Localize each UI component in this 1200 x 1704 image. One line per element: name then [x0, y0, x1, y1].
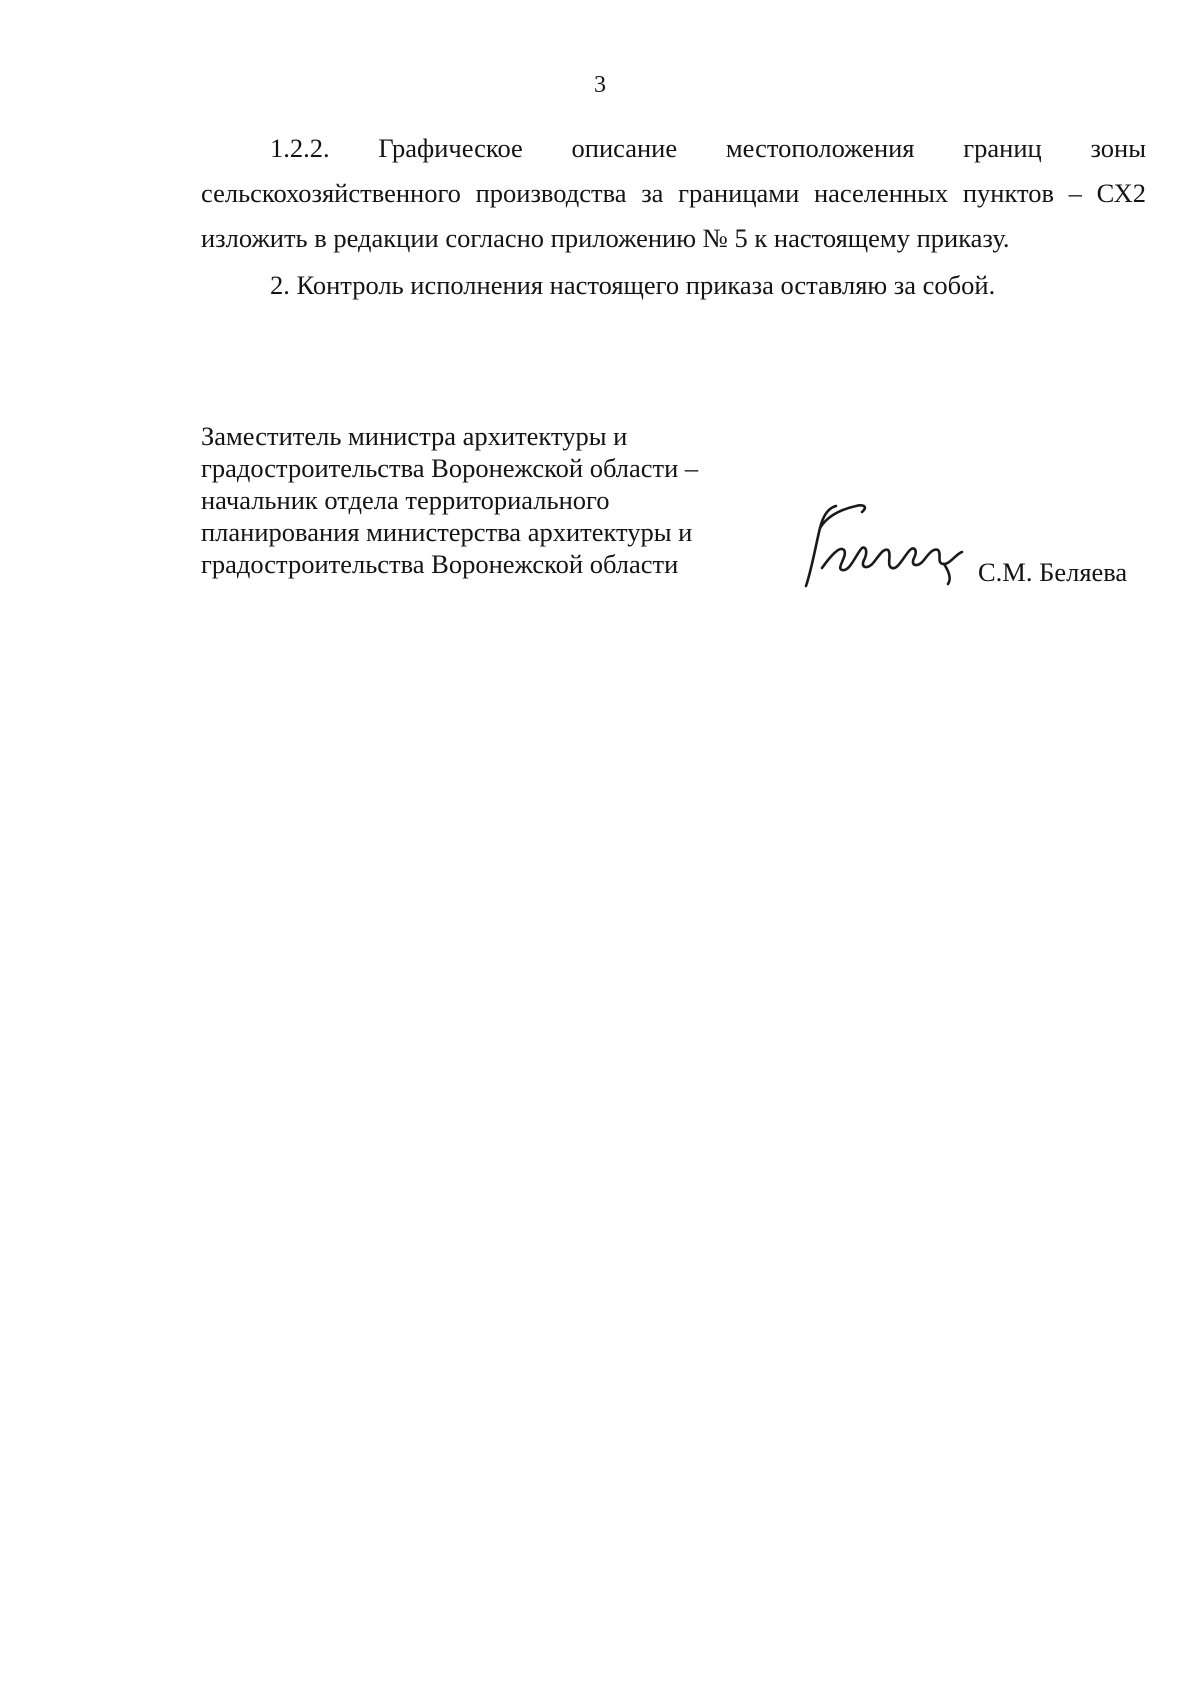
- paragraph-2: 2. Контроль исполнения настоящего приказа оставляю за собой.: [270, 270, 996, 300]
- handwritten-signature: [798, 498, 970, 590]
- position-line: градостроительства Воронежской области: [201, 549, 679, 579]
- signatory-position: [201, 420, 761, 580]
- paragraph-1-2-2: 1.2.2. Графическое описание местоположения границ зоны сельскохозяйственного производства за границами населенных пунктов – СХ2 изложить в редакции согласно приложению № 5 к настоящему приказу.: [201, 133, 1146, 253]
- signer-name: С.М. Беляева: [978, 557, 1128, 587]
- position-line: начальник отдела территориального: [201, 485, 610, 515]
- page-number: 3: [594, 72, 606, 98]
- position-line: Заместитель министра архитектуры и: [201, 421, 628, 451]
- position-line: планирования министерства архитектуры и: [201, 517, 693, 547]
- position-line: градостроительства Воронежской области –: [201, 453, 699, 483]
- document-body: [201, 126, 1146, 308]
